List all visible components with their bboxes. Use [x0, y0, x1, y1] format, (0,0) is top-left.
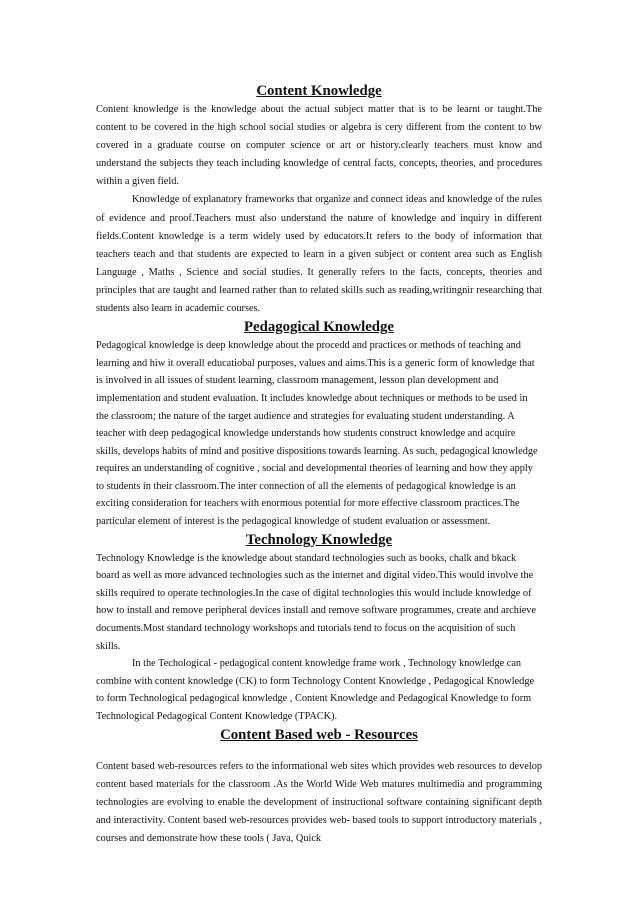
heading-content-knowledge: Content Knowledge [256, 83, 382, 99]
paragraph-technology-knowledge-2: In the Techological - pedagogical content knowledge frame work , Technology knowledge can combine with content knowledge (CK) to form Technology Content Knowledge , Pedagogical Knowledge to form Technological pedagogical knowledge , Content Knowledge and Pedagogical Knowledge to form Technological Pedagogical Content Knowledge (TPACK). [96, 658, 535, 722]
section-technology-knowledge [96, 531, 542, 726]
heading-pedagogical-knowledge: Pedagogical Knowledge [243, 319, 394, 336]
paragraph-content-knowledge-2: Knowledge of explanatory frameworks that organize and connect ideas and knowledge of the rules of evidence and proof.Teachers must also understand the nature of knowledge and inquiry in different fields.Content knowledge is a term widely used by educators.It refers to the body of information that teachers teach and that students are expected to learn in a given subject or content area such as English Language , Maths , Science and social studies. It generally refers to the facts, concepts, theories and principles that are taught and learned rather than to related skills such as reading,writingnir researching that students also learn in academic courses. [96, 194, 542, 315]
paragraph-content-knowledge-1: Content knowledge is the knowledge about the actual subject matter that is to be learnt or taught.The content to be covered in the high school social studies or algebra is cery different from the content to bw covered in a graduate course on computer science or art or history.clearly teachers must know and understand the subjects they teach including knowledge of central facts, concepts, theories, and procedures within a given field. [96, 104, 542, 188]
paragraph-pedagogical-knowledge-1: Pedagogical knowledge is deep knowledge about the procedd and practices or methods of teaching and learning and hiw it overall educatiobal purposes, values and aims.This is a generic form of knowledge that is involved in all issues of student learning, classroom management, lesson plan development and implementation and student evaluation. It includes knowledge about techniques or methods to be used in the classroom; the nature of the target audience and strategies for evaluating student understanding. A teacher with deep pedagogical knowledge understands how students construct knowledge and acquire skills, develops habits of mind and positive dispositions towards learning. As such, pedagogical knowledge requires an understanding of cognitive , social and developmental theories of learning and how they apply to students in their classroom.The inter connection of all the elements of pedagogical knowledge is an exciting consideration for teachers with enormous potential for more effective classroom practices.The particular element of interest is the pedagogical knowledge of student evaluation or assessment. [96, 340, 538, 528]
heading-technology-knowledge: Technology Knowledge [245, 531, 393, 548]
spacer [96, 745, 542, 758]
paragraph-technology-knowledge-1: Technology Knowledge is the knowledge about standard technologies such as books, chalk and bkack board as well as more advanced technologies such as the internet and digital video.This would involve the skills required to operate technologies.In the case of digital technologies this would include knowledge of how to install and remove peripheral devices install and remove software programmes, create and archieve documents.Most standard technology workshops and tutorials tend to focus on the acquisition of such skills. [96, 552, 537, 652]
section-content-knowledge [96, 82, 542, 318]
section-content-based-web-resources [96, 726, 542, 848]
heading-content-based-web-resources: Content Based web - Resources [220, 726, 418, 743]
paragraph-content-based-web-resources-1: Content based web-resources refers to the informational web sites which provides web resources to develop content based materials for the classroom .As the World Wide Web matures multimedia and programming technologies are evolving to enable the development of instructional software containing significant depth and interactivity. Content based web-resources provides web- based tools to support introductory materials , courses and demonstrate how these tools ( Java, Quick [96, 760, 542, 844]
section-pedagogical-knowledge [96, 318, 542, 531]
document-page [96, 82, 542, 848]
